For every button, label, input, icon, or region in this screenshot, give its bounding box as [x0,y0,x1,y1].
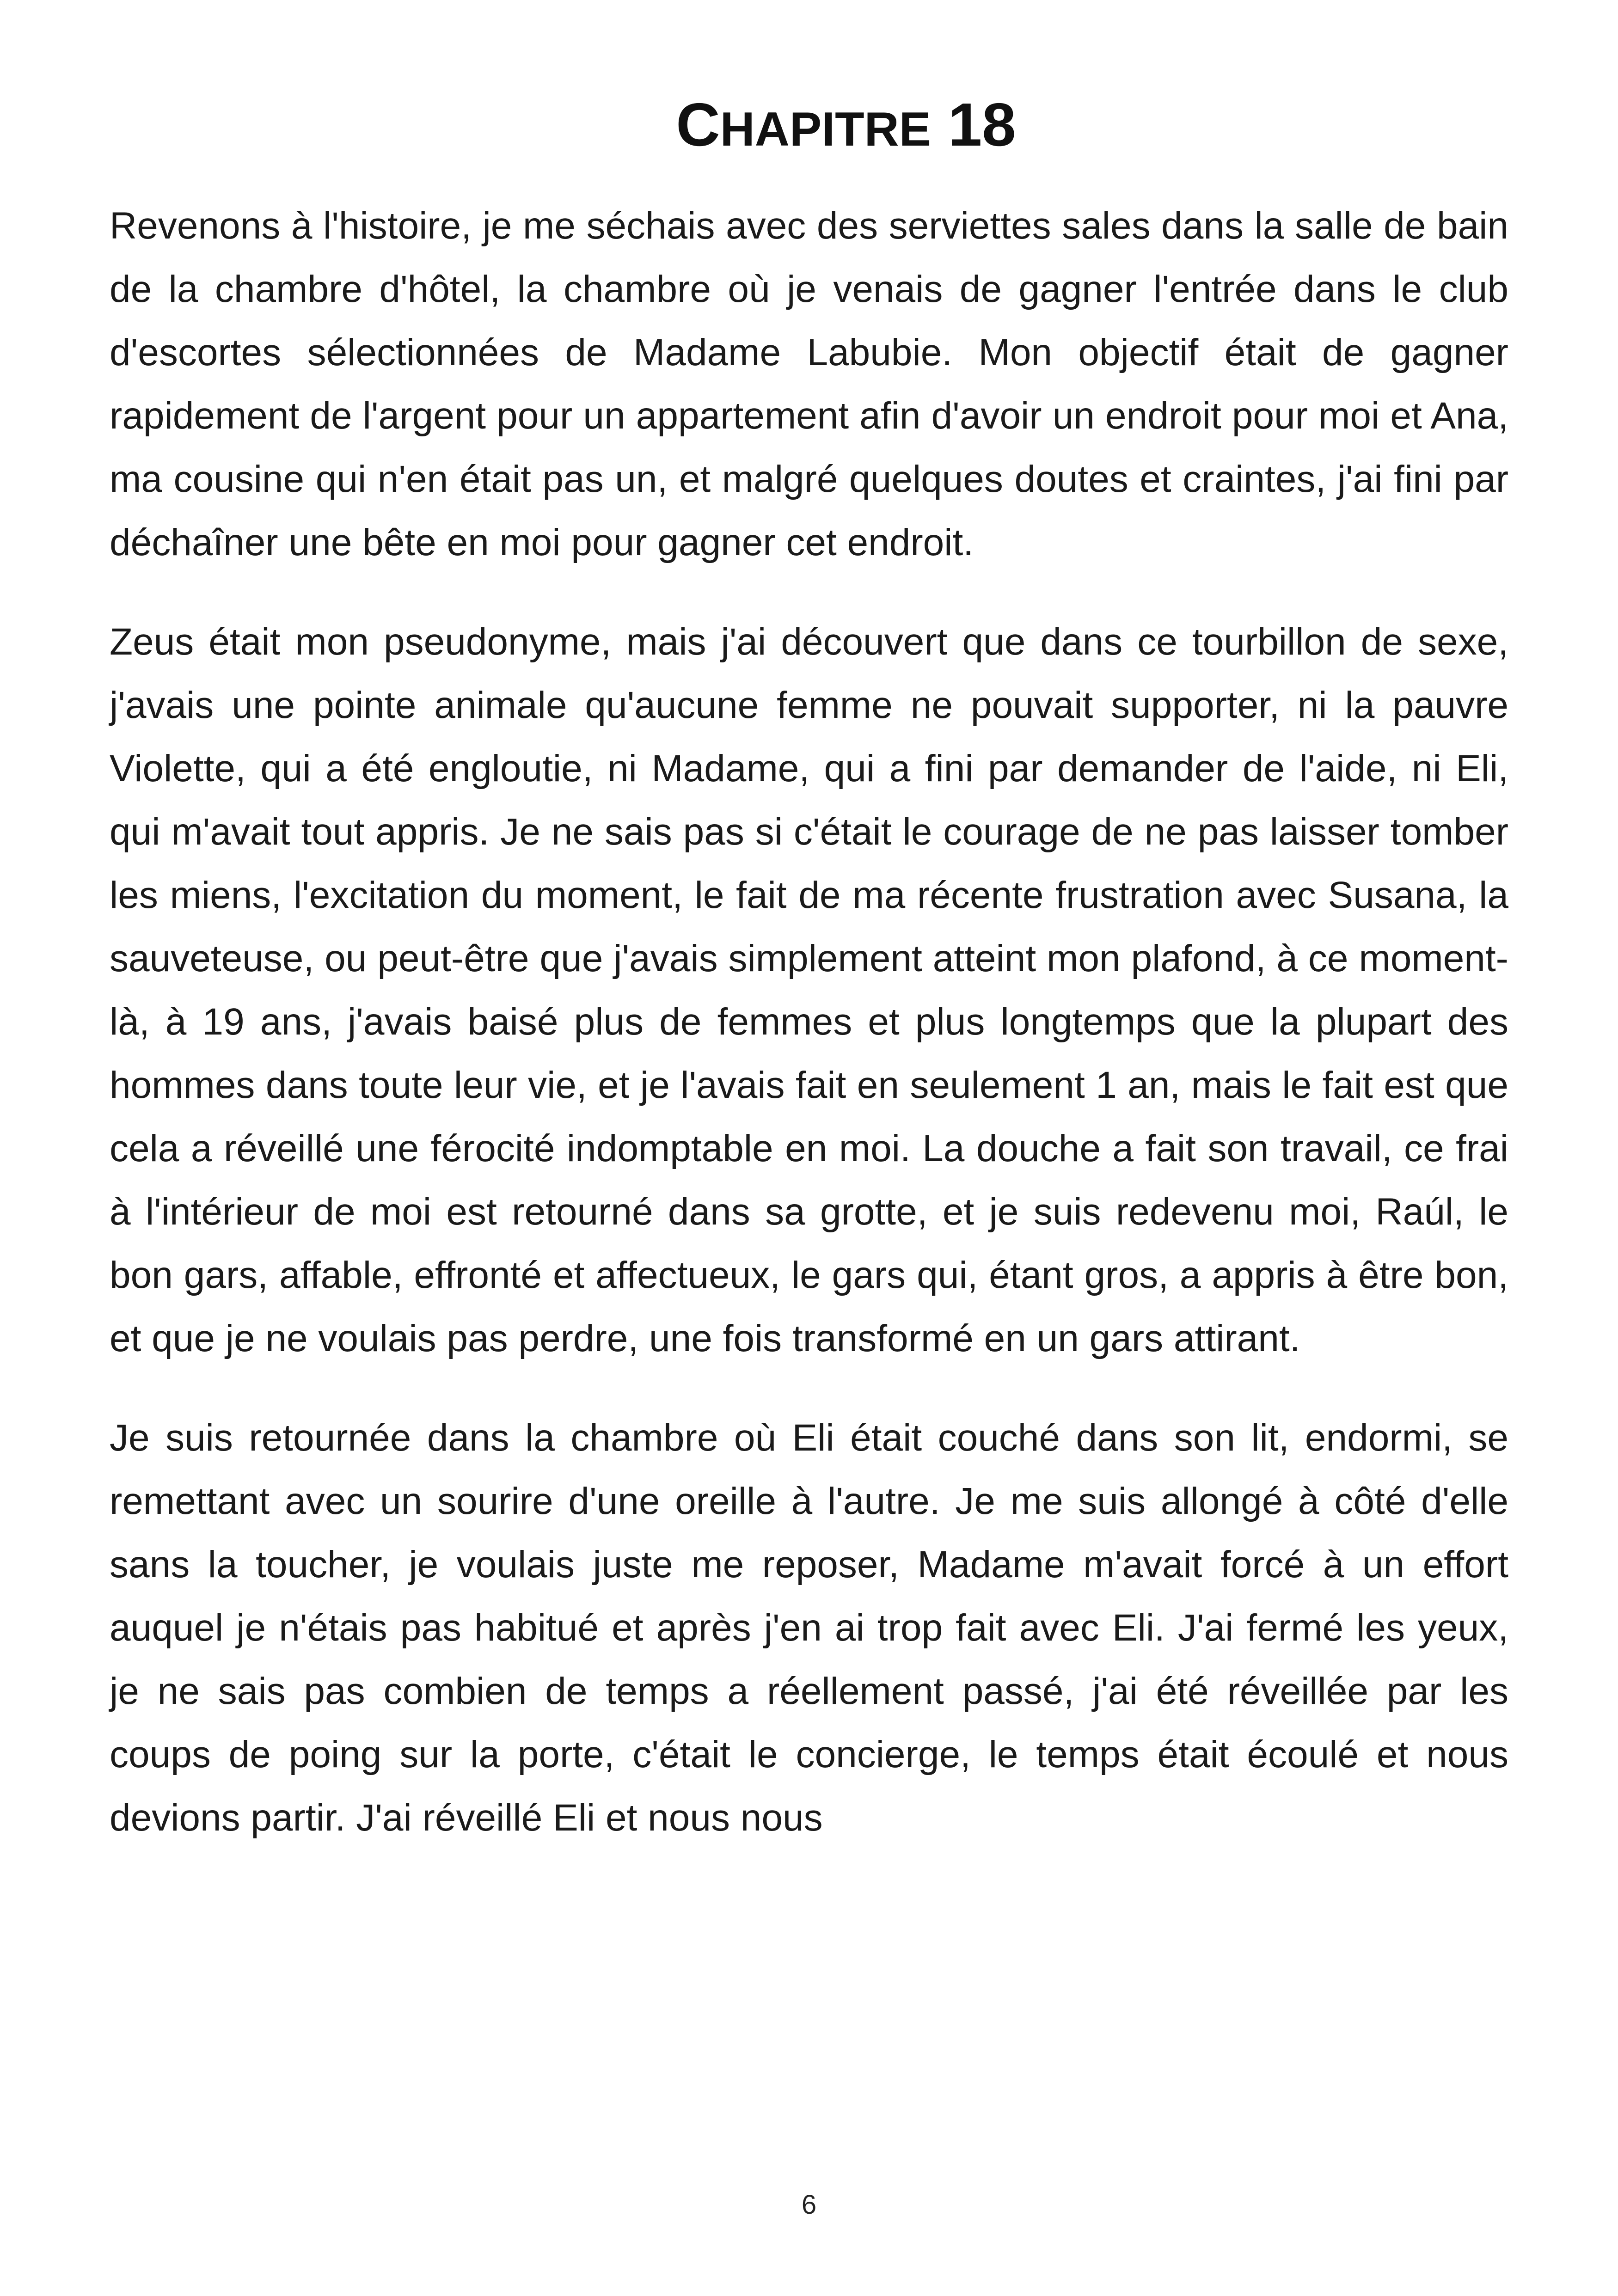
chapter-title-rest: HAPITRE [720,103,932,156]
body-text [110,194,1508,1886]
chapter-title-initial: C [676,91,720,159]
chapter-title [0,81,1618,173]
paragraph-1: Revenons à l'histoire, je me séchais avec des serviettes sales dans la salle de bain de la chambre d'hôtel, la chambre où je venais de gagner l'entrée dans le club d'escortes sélectionnées de Madame Labubie. Mon objectif était de gagner rapidement de l'argent pour un appartement afin d'avoir un endroit pour moi et Ana, ma cousine qui n'en était pas un, et malgré quelques doutes et craintes, j'ai fini par déchaîner une bête en moi pour gagner cet endroit. [110,205,1508,563]
page-number: 6 [801,2190,817,2220]
paragraph-2: Zeus était mon pseudonyme, mais j'ai découvert que dans ce tourbillon de sexe, j'avais une pointe animale qu'aucune femme ne pouvait supporter, ni la pauvre Violette, qui a été engloutie, ni Madame, qui a fini par demander de l'aide, ni Eli, qui m'avait tout appris. Je ne sais pas si c'était le courage de ne pas laisser tomber les miens, l'excitation du moment, le fait de ma récente frustration avec Susana, la sauveteuse, ou peut-être que j'avais simplement atteint mon plafond, à ce moment-là, à 19 ans, j'avais baisé plus de femmes et plus longtemps que la plupart des hommes dans toute leur vie, et je l'avais fait en seulement 1 an, mais le fait est que cela a réveillé une férocité indomptable en moi. La douche a fait son travail, ce frai à l'intérieur de moi est retourné dans sa grotte, et je suis redevenu moi, Raúl, le bon gars, affable, effronté et affectueux, le gars qui, étant gros, a appris à être bon, et que je ne voulais pas perdre, une fois transformé en un gars attirant. [110,621,1508,1359]
chapter-number: 18 [948,91,1016,159]
paragraph-3: Je suis retournée dans la chambre où Eli était couché dans son lit, endormi, se remettant avec un sourire d'une oreille à l'autre. Je me suis allongé à côté d'elle sans la toucher, je voulais juste me reposer, Madame m'avait forcé à un effort auquel je n'étais pas habitué et après j'en ai trop fait avec Eli. J'ai fermé les yeux, je ne sais pas combien de temps a réellement passé, j'ai été réveillée par les coups de poing sur la porte, c'était le concierge, le temps était écoulé et nous devions partir. J'ai réveillé Eli et nous nous [110,1417,1508,1839]
